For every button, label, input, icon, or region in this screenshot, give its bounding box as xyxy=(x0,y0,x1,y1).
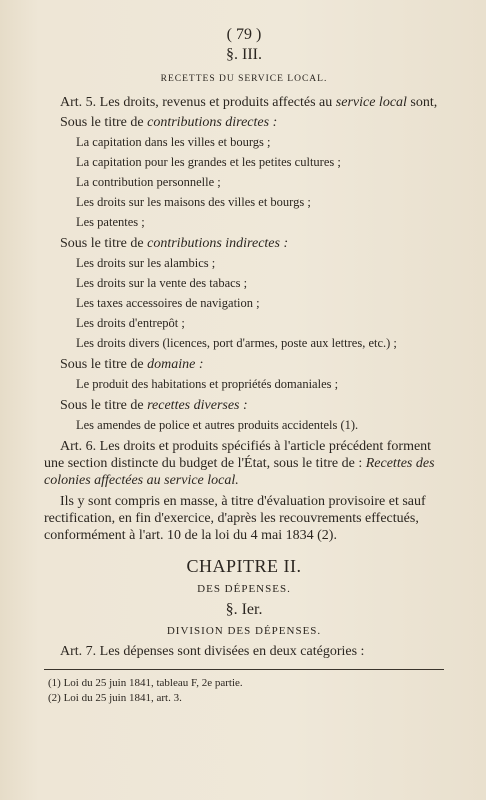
group1-title: contributions directes : xyxy=(147,115,278,130)
group3-prefix: Sous le titre de xyxy=(60,357,148,372)
chapter-title: CHAPITRE II. xyxy=(186,556,302,576)
estimate-paragraph: Ils y sont compris en masse, à titre d'évaluation provisoire et sauf rectification, en fin d'exercice, d'après les recouvrements effectués, conformément à l'art. 10 de la loi du 4 mai 1834 (2). xyxy=(44,494,426,543)
list-item: Les droits d'entrepôt ; xyxy=(76,316,185,330)
art6-italic: Recettes des colonies affectées au service local. xyxy=(44,456,435,488)
group-heading-misc xyxy=(44,397,444,415)
group4-title: recettes diverses : xyxy=(147,398,248,413)
group3-title: domaine : xyxy=(147,357,204,372)
list-item: Les taxes accessoires de navigation ; xyxy=(76,296,260,310)
art5-prefix: Art. 5. Les droits, revenus et produits affectés au xyxy=(60,95,336,110)
list-item: Les droits divers (licences, port d'armes, poste aux lettres, etc.) ; xyxy=(76,336,397,350)
art5-italic: service local xyxy=(335,95,407,110)
page-number: ( 79 ) xyxy=(226,26,262,43)
list-item: Les droits sur la vente des tabacs ; xyxy=(76,276,248,290)
art5-suffix: sont, xyxy=(406,95,438,110)
group1-prefix: Sous le titre de xyxy=(60,115,148,130)
group2-list xyxy=(44,253,444,353)
list-item: Les amendes de police et autres produits accidentels (1). xyxy=(76,418,359,432)
list-item: La capitation dans les villes et bourgs ; xyxy=(76,135,271,149)
group2-title: contributions indirectes : xyxy=(147,236,289,251)
list-item: La contribution personnelle ; xyxy=(76,175,221,189)
art6-text: Art. 6. Les droits et produits spécifiés à l'article précédent forment une section distincte du budget de l'État, sous le titre de : xyxy=(44,439,432,471)
section-heading: §. III. xyxy=(226,46,262,63)
paragraph-sign: §. Ier. xyxy=(225,601,263,618)
footnote-rule xyxy=(44,669,444,670)
footnote: (1) Loi du 25 juin 1841, tableau F, 2e partie. xyxy=(48,677,243,689)
group4-prefix: Sous le titre de xyxy=(60,398,148,413)
list-item: Les patentes ; xyxy=(76,215,145,229)
list-item: Les droits sur les alambics ; xyxy=(76,256,216,270)
footnote: (2) Loi du 25 juin 1841, art. 3. xyxy=(48,692,182,704)
list-item: Les droits sur les maisons des villes et bourgs ; xyxy=(76,195,311,209)
group-heading-direct xyxy=(44,114,444,132)
article-5-intro xyxy=(44,94,444,111)
section-title: RECETTES DU SERVICE LOCAL. xyxy=(160,74,328,84)
group-heading-domain xyxy=(44,356,444,374)
list-item: La capitation pour les grandes et les petites cultures ; xyxy=(76,155,341,169)
article-7: Art. 7. Les dépenses sont divisées en deux catégories : xyxy=(60,644,365,659)
division-title: DIVISION DES DÉPENSES. xyxy=(166,625,322,637)
article-6 xyxy=(44,438,444,489)
group2-prefix: Sous le titre de xyxy=(60,236,148,251)
list-item: Le produit des habitations et propriétés domaniales ; xyxy=(76,377,339,391)
chapter-subtitle: DES DÉPENSES. xyxy=(197,583,291,595)
page-content xyxy=(44,26,444,706)
group1-list xyxy=(44,132,444,232)
group-heading-indirect xyxy=(44,235,444,253)
